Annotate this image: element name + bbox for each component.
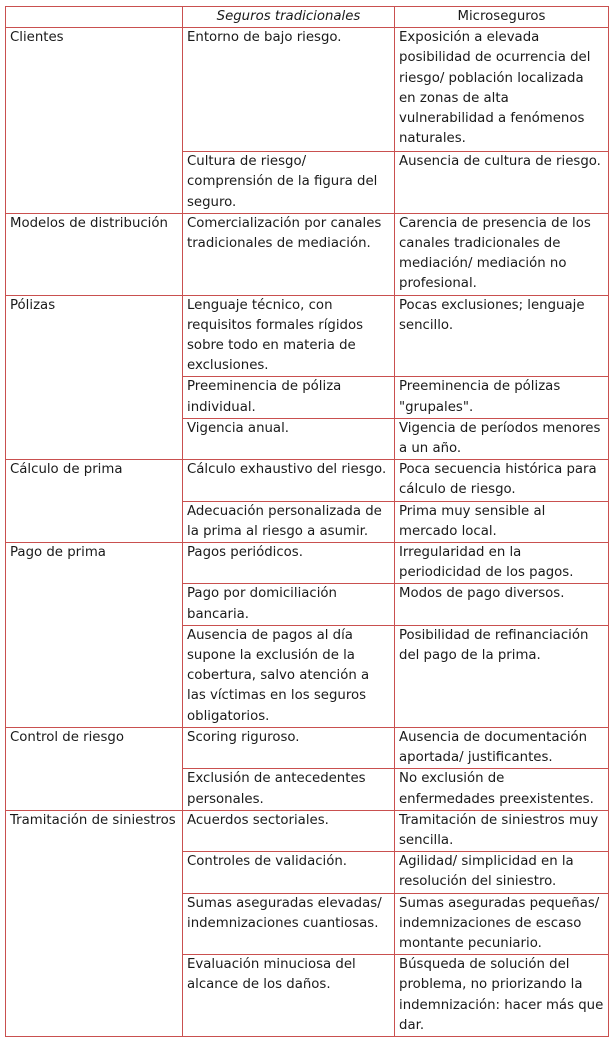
microinsurance-cell: Irregularidad en la periodicidad de los pagos. [395,543,609,584]
traditional-cell: Comercialización por canales tradicionales de mediación. [183,213,395,295]
microinsurance-cell: Vigencia de períodos menores a un año. [395,418,609,459]
microinsurance-cell: Tramitación de siniestros muy sencilla. [395,810,609,851]
header-microinsurance: Microseguros [395,7,609,28]
traditional-cell: Adecuación personalizada de la prima al riesgo a asumir. [183,501,395,542]
table-row [6,28,609,152]
microinsurance-cell: Ausencia de cultura de riesgo. [395,152,609,214]
traditional-cell: Cálculo exhaustivo del riesgo. [183,460,395,501]
microinsurance-cell: Preeminencia de pólizas "grupales". [395,377,609,418]
microinsurance-cell: Sumas aseguradas pequeñas/ indemnizaciones de escaso montante pecuniario. [395,893,609,955]
traditional-cell: Ausencia de pagos al día supone la exclusión de la cobertura, salvo atención a las víctimas en los seguros obligatorios. [183,625,395,727]
microinsurance-cell: Poca secuencia histórica para cálculo de riesgo. [395,460,609,501]
microinsurance-cell: Ausencia de documentación aportada/ justificantes. [395,727,609,768]
microinsurance-cell: Exposición a elevada posibilidad de ocurrencia del riesgo/ población localizada en zonas de alta vulnerabilidad a fenómenos naturales. [395,28,609,152]
traditional-cell: Pagos periódicos. [183,543,395,584]
category-cell: Cálculo de prima [6,460,183,543]
microinsurance-cell: Agilidad/ simplicidad en la resolución del siniestro. [395,852,609,893]
category-cell: Pólizas [6,295,183,460]
traditional-cell: Evaluación minuciosa del alcance de los daños. [183,955,395,1037]
traditional-cell: Lenguaje técnico, con requisitos formales rígidos sobre todo en materia de exclusiones. [183,295,395,377]
table-row [6,727,609,768]
traditional-cell: Exclusión de antecedentes personales. [183,769,395,810]
traditional-cell: Acuerdos sectoriales. [183,810,395,851]
table-row [6,810,609,851]
traditional-cell: Cultura de riesgo/ comprensión de la figura del seguro. [183,152,395,214]
category-cell: Modelos de distribución [6,213,183,295]
header-row [6,7,609,28]
microinsurance-cell: Búsqueda de solución del problema, no priorizando la indemnización: hacer más que dar. [395,955,609,1037]
microinsurance-cell: Modos de pago diversos. [395,584,609,625]
category-cell: Pago de prima [6,543,183,728]
table-row [6,213,609,295]
table-body [6,28,609,1037]
traditional-cell: Entorno de bajo riesgo. [183,28,395,152]
category-cell: Control de riesgo [6,727,183,810]
microinsurance-cell: Posibilidad de refinanciación del pago de la prima. [395,625,609,727]
traditional-cell: Pago por domiciliación bancaria. [183,584,395,625]
microinsurance-cell: Prima muy sensible al mercado local. [395,501,609,542]
microinsurance-cell: Carencia de presencia de los canales tradicionales de mediación/ mediación no profesional. [395,213,609,295]
traditional-cell: Vigencia anual. [183,418,395,459]
table-row [6,543,609,584]
traditional-cell: Scoring riguroso. [183,727,395,768]
traditional-cell: Preeminencia de póliza individual. [183,377,395,418]
table-row [6,295,609,377]
comparison-table [5,6,609,1037]
traditional-cell: Sumas aseguradas elevadas/ indemnizaciones cuantiosas. [183,893,395,955]
header-empty-cell [6,7,183,28]
traditional-cell: Controles de validación. [183,852,395,893]
microinsurance-cell: Pocas exclusiones; lenguaje sencillo. [395,295,609,377]
category-cell: Tramitación de siniestros [6,810,183,1036]
category-cell: Clientes [6,28,183,214]
table-row [6,460,609,501]
microinsurance-cell: No exclusión de enfermedades preexistentes. [395,769,609,810]
header-traditional: Seguros tradicionales [183,7,395,28]
